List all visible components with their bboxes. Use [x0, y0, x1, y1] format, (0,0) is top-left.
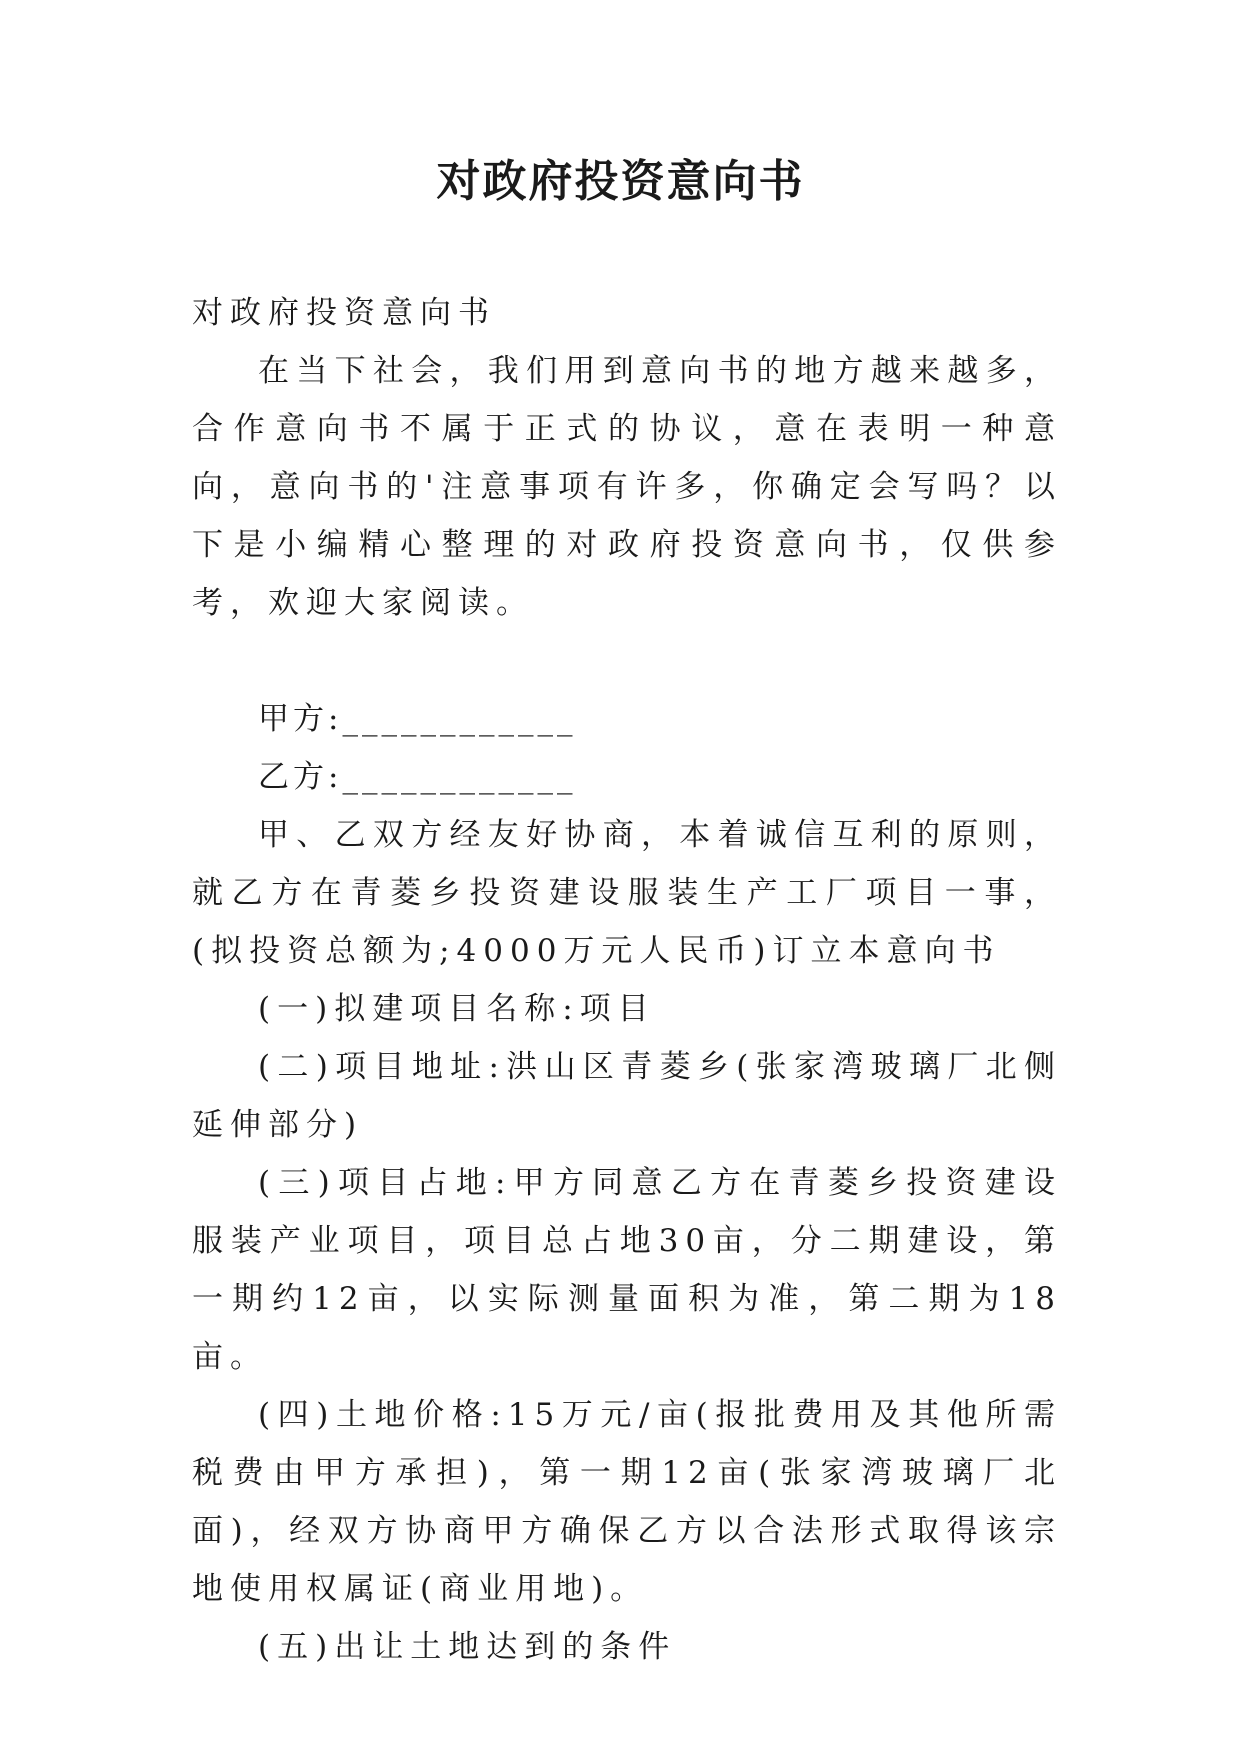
party-a-line: 甲方:____________ [258, 701, 577, 737]
document-title: 对政府投资意向书 [436, 156, 805, 207]
clause-2-project-address: (二)项目地址:洪山区青菱乡(张家湾玻璃厂北侧延伸部分) [192, 1049, 1062, 1143]
clause-5-land-conditions: (五)出让土地达到的条件 [258, 1629, 677, 1665]
party-b-line: 乙方:____________ [258, 759, 577, 795]
clause-4-land-price: (四)土地价格:15万元/亩(报批费用及其他所需税费由甲方承担)，第一期12亩(张家湾玻璃厂北面)，经双方协商甲方确保乙方以合法形式取得该宗地使用权属证(商业用地)。 [192, 1397, 1062, 1607]
clause-3-project-land: (三)项目占地:甲方同意乙方在青菱乡投资建设服装产业项目，项目总占地30亩，分二期建设，第一期约12亩，以实际测量面积为准，第二期为18亩。 [192, 1165, 1062, 1375]
document-body [192, 284, 1062, 1676]
clause-1-project-name: (一)拟建项目名称:项目 [258, 991, 656, 1027]
agreement-preamble: 甲、乙双方经友好协商，本着诚信互利的原则，就乙方在青菱乡投资建设服装生产工厂项目一事，(拟投资总额为;4000万元人民币)订立本意向书 [192, 817, 1062, 969]
subtitle-line: 对政府投资意向书 [192, 295, 496, 331]
intro-paragraph: 在当下社会，我们用到意向书的地方越来越多，合作意向书不属于正式的协议，意在表明一种意向，意向书的'注意事项有许多，你确定会写吗？以下是小编精心整理的对政府投资意向书，仅供参考，欢迎大家阅读。 [192, 353, 1062, 621]
